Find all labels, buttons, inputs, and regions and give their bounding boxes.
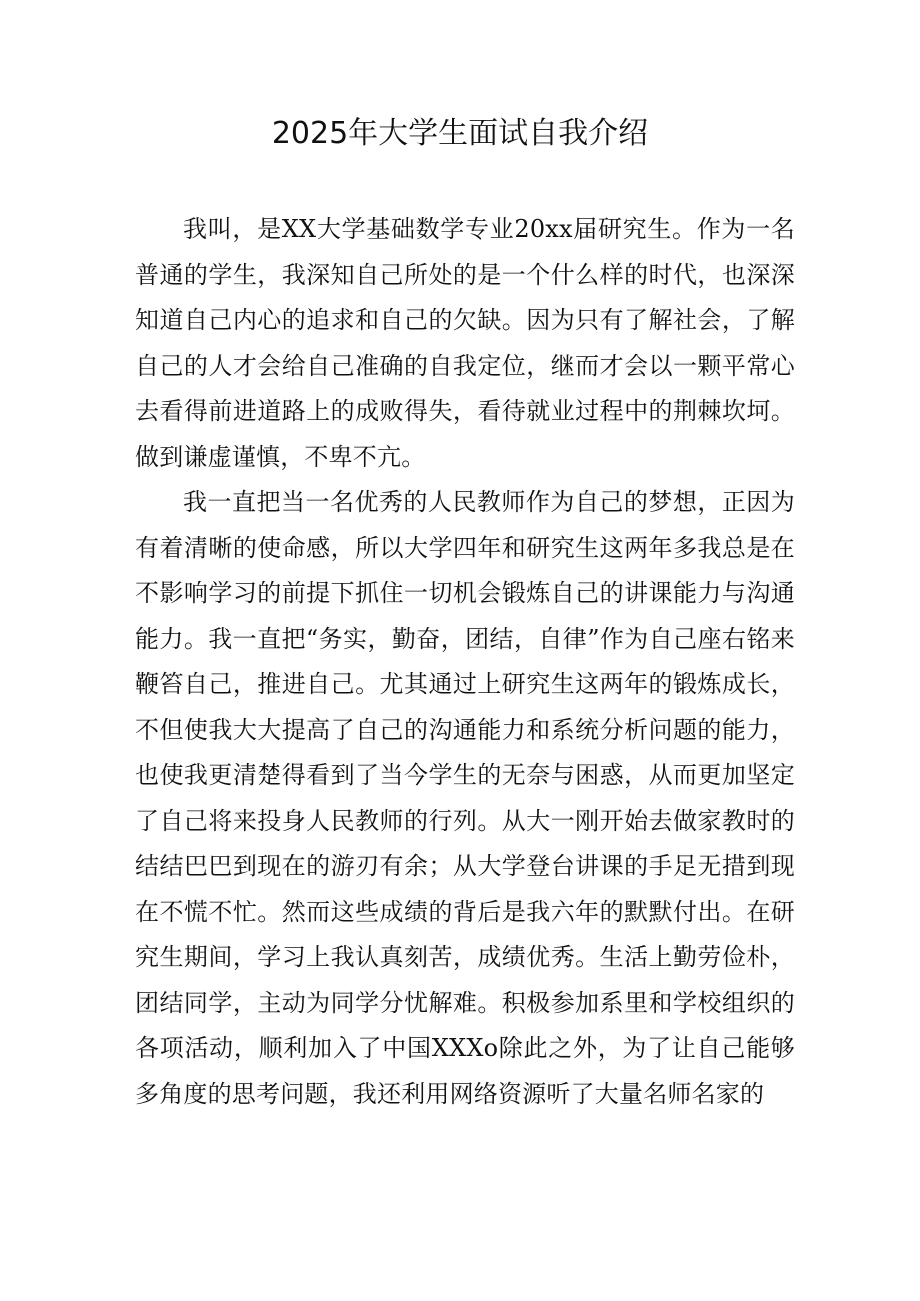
paragraph-2: 我一直把当一名优秀的人民教师作为自己的梦想，正因为有着清晰的使命感，所以大学四年和研究生这两年多我总是在不影响学习的前提下抓住一切机会锻炼自己的讲课能力与沟通能力。我一直把“务实，勤奋，团结，自律”作为自己座右铭来鞭笞自己，推进自己。尤其通过上研究生这两年的锻炼成长，不但使我大大提高了自己的沟通能力和系统分析问题的能力，也使我更清楚得看到了当今学生的无奈与困惑，从而更加坚定了自己将来投身人民教师的行列。从大一刚开始去做家教时的结结巴巴到现在的游刃有余；从大学登台讲课的手足无措到现在不慌不忙。然而这些成绩的背后是我六年的默默付出。在研究生期间，学习上我认真刻苦，成绩优秀。生活上勤劳俭朴，团结同学，主动为同学分忧解难。积极参加系里和学校组织的各项活动，顺利加入了中国XXXo除此之外，为了让自己能够多角度的思考问题，我还利用网络资源听了大量名师名家的 [135, 488, 795, 1108]
document-body [135, 207, 795, 1117]
paragraph-1: 我叫，是XX大学基础数学专业20xx届研究生。作为一名普通的学生，我深知自己所处的是一个什么样的时代，也深深知道自己内心的追求和自己的欠缺。因为只有了解社会，了解自己的人才会给自己准确的自我定位，继而才会以一颗平常心去看得前进道路上的成败得失，看待就业过程中的荆棘坎坷。做到谦虚谨慎，不卑不亢。 [135, 215, 795, 471]
document-title: 2025年大学生面试自我介绍 [271, 116, 649, 151]
